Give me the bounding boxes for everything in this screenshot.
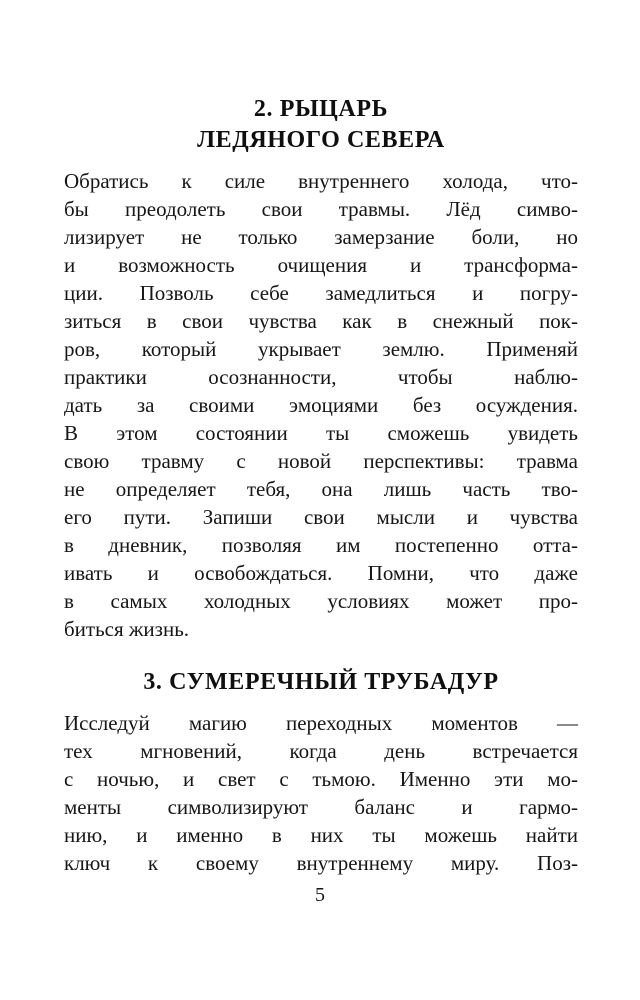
text-line: Исследуй магию переходных моментов — (64, 711, 578, 735)
heading-line: 3. СУМЕРЕЧНЫЙ ТРУБАДУР (143, 669, 499, 695)
text-line: зиться в свои чувства как в снежный пок- (64, 309, 578, 333)
text-line: с ночью, и свет с тьмою. Именно эти мо- (64, 767, 578, 791)
section-heading (64, 94, 578, 156)
text-line: в самых холодных условиях может про- (64, 589, 578, 613)
heading-line: ЛЕДЯНОГО СЕВЕРА (197, 127, 445, 153)
page-number: 5 (315, 884, 325, 906)
text-line: практики осознанности, чтобы наблю- (64, 365, 578, 389)
text-line: ключ к своему внутреннему миру. Поз- (64, 851, 578, 875)
text-line: и возможность очищения и трансформа- (64, 253, 578, 277)
page-content (64, 94, 578, 877)
text-line: лизирует не только замерзание боли, но (64, 225, 578, 249)
text-line: дать за своими эмоциями без осуждения. (64, 393, 578, 417)
text-line: ров, который укрывает землю. Применяй (64, 337, 578, 361)
text-line: свою травму с новой перспективы: травма (64, 449, 578, 473)
paragraph (64, 709, 578, 877)
text-line: менты символизируют баланс и гармо- (64, 795, 578, 819)
text-line: биться жизнь. (64, 617, 190, 641)
text-line: В этом состоянии ты сможешь увидеть (64, 421, 578, 445)
text-line: нию, и именно в них ты можешь найти (64, 823, 578, 847)
text-line: тех мгновений, когда день встречается (64, 739, 578, 763)
text-line: его пути. Запиши свои мысли и чувства (64, 505, 578, 529)
text-line: Обратись к силе внутреннего холода, что- (64, 169, 578, 193)
text-line: бы преодолеть свои травмы. Лёд симво- (64, 197, 578, 221)
text-line: в дневник, позволяя им постепенно отта- (64, 533, 578, 557)
paragraph (64, 167, 578, 643)
text-line: ивать и освобождаться. Помни, что даже (64, 561, 578, 585)
text-line: ции. Позволь себе замедлиться и погру- (64, 281, 578, 305)
text-line: не определяет тебя, она лишь часть тво- (64, 477, 578, 501)
section-heading (64, 667, 578, 698)
heading-line: 2. РЫЦАРЬ (253, 96, 389, 122)
